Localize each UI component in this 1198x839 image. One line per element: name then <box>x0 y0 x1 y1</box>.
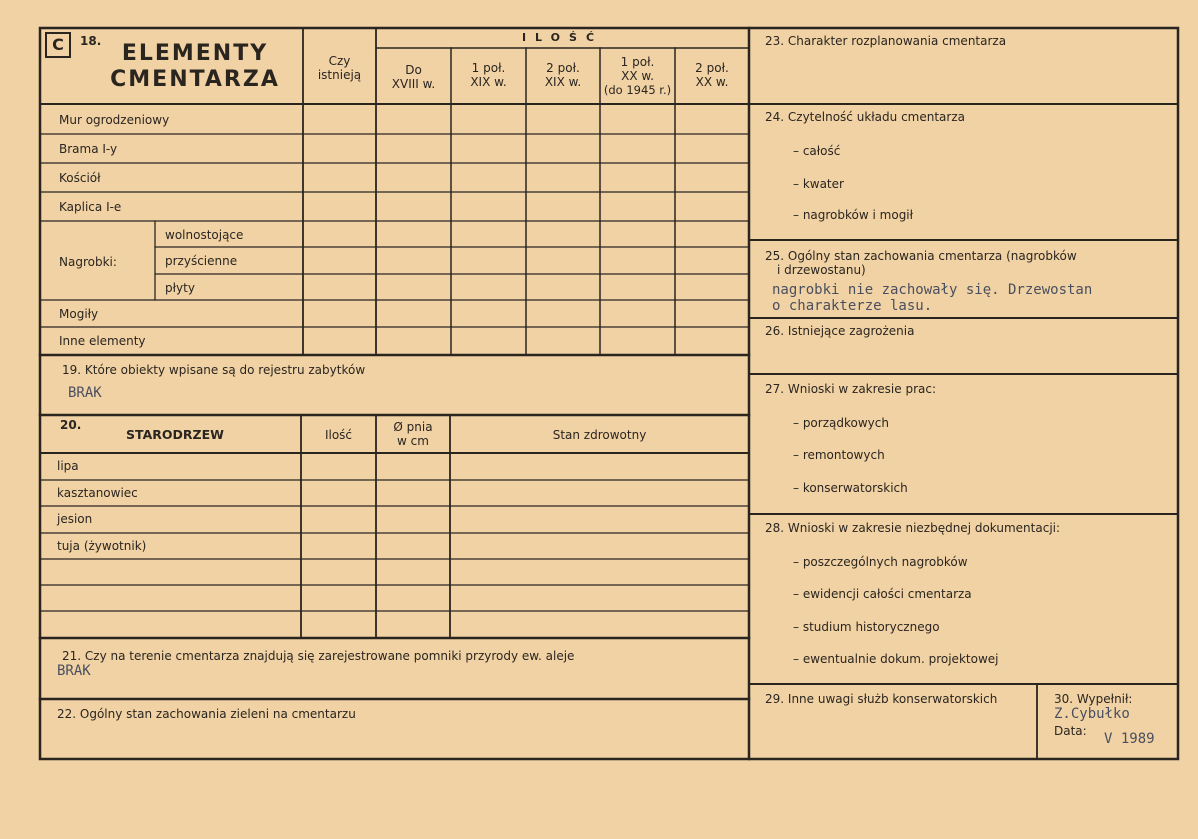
section-25-label-line1: 25. Ogólny stan zachowania cmentarza (nagrobków <box>765 249 1077 263</box>
section-30-label: 30. Wypełnił: <box>1054 692 1133 706</box>
tree-jesion: jesion <box>57 512 93 526</box>
period-4-line1: 1 poł. <box>620 55 655 69</box>
section-19-label: 19. Które obiekty wpisane są do rejestru zabytków <box>62 363 366 377</box>
section-24-kwater: – kwater <box>793 177 844 191</box>
col-tree-ilosc: Ilość <box>324 428 353 442</box>
col-stan-zdrowotny: Stan zdrowotny <box>552 428 647 442</box>
section-27-remontowych: – remontowych <box>793 448 885 462</box>
section-25-label-line2: i drzewostanu) <box>777 263 866 277</box>
row-mur: Mur ogrodzeniowy <box>59 113 170 127</box>
section-26-label: 26. Istniejące zagrożenia <box>765 324 915 338</box>
section-21-label: 21. Czy na terenie cmentarza znajdują się zarejestrowane pomniki przyrody ew. aleje <box>62 649 575 663</box>
col-pnia-line2: w cm <box>397 434 429 448</box>
section-27-label: 27. Wnioski w zakresie prac: <box>765 382 937 396</box>
section-21-value: BRAK <box>57 663 91 679</box>
section-23-label: 23. Charakter rozplanowania cmentarza <box>765 34 1007 48</box>
col-czy-line1: Czy <box>328 54 351 68</box>
period-3-line2: XIX w. <box>544 75 582 89</box>
period-4-line2: XX w. <box>621 69 654 83</box>
section-24-nagrobkow: – nagrobków i mogił <box>793 208 914 222</box>
tree-tuja: tuja (żywotnik) <box>57 539 147 553</box>
section-24-calosc: – całość <box>793 144 841 158</box>
period-3-line1: 2 poł. <box>546 61 580 75</box>
section-18-title-line1: ELEMENTY <box>121 41 269 66</box>
section-18-title-line2: CMENTARZA <box>110 67 280 92</box>
period-1-line2: XVIII w. <box>391 77 436 91</box>
section-18-number: 18. <box>80 34 102 48</box>
section-28-studium: – studium historycznego <box>793 620 940 634</box>
section-20-number: 20. <box>60 418 82 432</box>
nagrobki-wolnostojace: wolnostojące <box>165 228 244 242</box>
row-kaplica: Kaplica I-e <box>59 200 122 214</box>
period-2-line1: 1 poł. <box>471 61 506 75</box>
section-28-projektowej: – ewentualnie dokum. projektowej <box>793 652 999 666</box>
section-25-value-line2: o charakterze lasu. <box>772 298 933 314</box>
section-letter-box: C <box>45 32 71 58</box>
section-28-label: 28. Wnioski w zakresie niezbędnej dokumentacji: <box>765 521 1061 535</box>
filled-by-name: Z.Cybułko <box>1054 706 1130 722</box>
section-27-porzadkowych: – porządkowych <box>793 416 889 430</box>
section-28-ewidencji: – ewidencji całości cmentarza <box>793 587 972 601</box>
row-nagrobki: Nagrobki: <box>59 255 117 269</box>
period-2-line2: XIX w. <box>470 75 507 89</box>
nagrobki-przyscienne: przyścienne <box>165 254 238 268</box>
section-24-label: 24. Czytelność układu cmentarza <box>765 110 965 124</box>
tree-kasztanowiec: kasztanowiec <box>57 486 138 500</box>
col-czy-line2: istnieją <box>317 68 362 82</box>
col-ilosc-header: ILOŚĆ <box>521 31 604 44</box>
nagrobki-plyty: płyty <box>165 281 195 295</box>
section-22-label: 22. Ogólny stan zachowania zieleni na cmentarzu <box>57 707 356 721</box>
row-brama: Brama I-y <box>59 142 118 156</box>
date-value: V 1989 <box>1104 731 1155 747</box>
section-25-value-line1: nagrobki nie zachowały się. Drzewostan <box>772 282 1093 298</box>
col-pnia-line1: Ø pnia <box>393 420 433 434</box>
period-5-line2: XX w. <box>695 75 729 89</box>
section-29-label: 29. Inne uwagi służb konserwatorskich <box>765 692 998 706</box>
period-1-line1: Do <box>405 63 422 77</box>
date-label: Data: <box>1054 724 1087 738</box>
section-27-konserwatorskich: – konserwatorskich <box>793 481 908 495</box>
section-19-value: BRAK <box>68 385 102 401</box>
section-28-poszczegolnych: – poszczególnych nagrobków <box>793 555 968 569</box>
row-inne-elementy: Inne elementy <box>59 334 146 348</box>
row-kosciol: Kościół <box>59 171 101 185</box>
section-20-title: STARODRZEW <box>126 427 224 442</box>
tree-lipa: lipa <box>57 459 79 473</box>
period-4-line3: (do 1945 r.) <box>603 83 672 97</box>
period-5-line1: 2 poł. <box>695 61 729 75</box>
row-mogily: Mogiły <box>59 307 99 321</box>
